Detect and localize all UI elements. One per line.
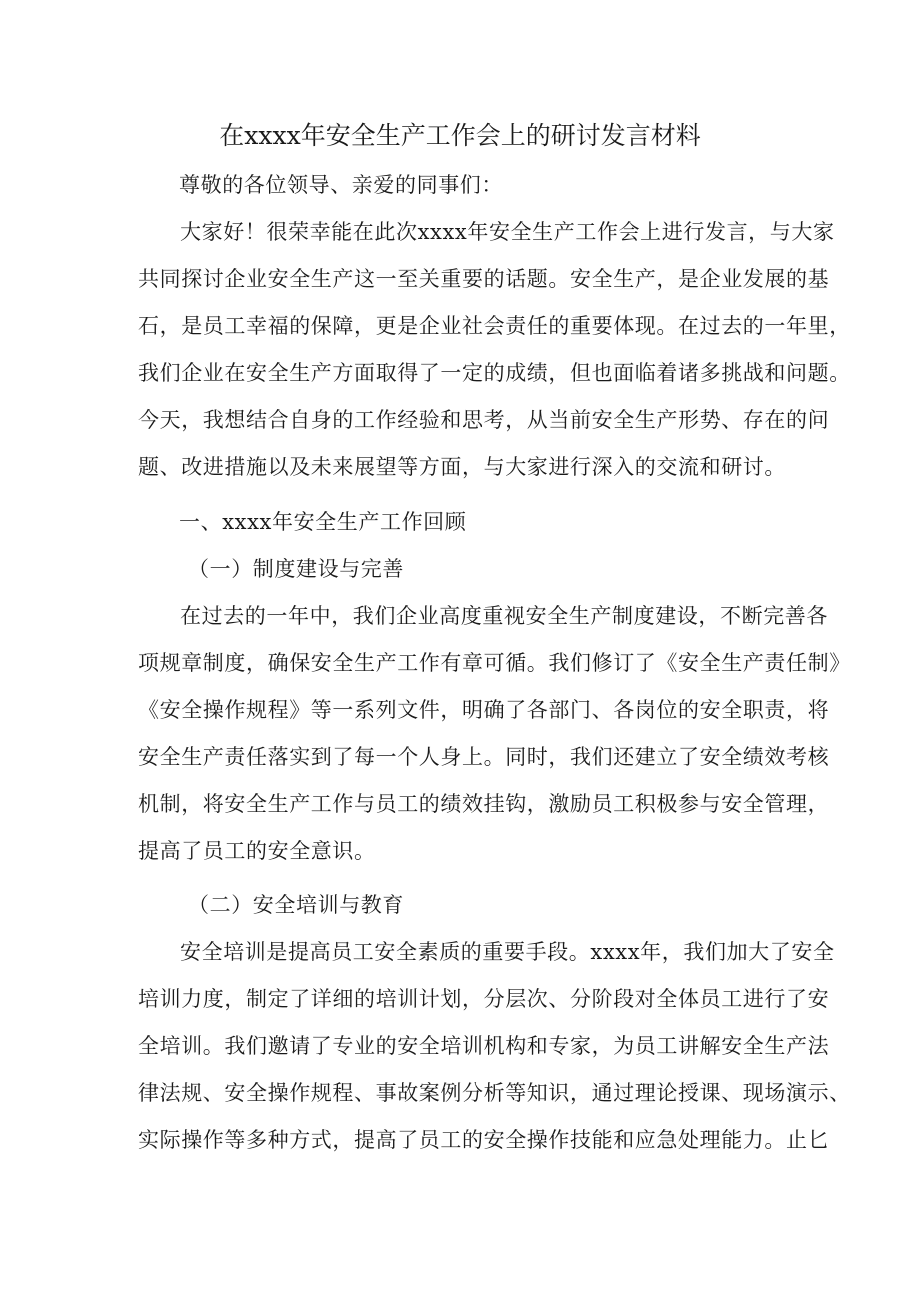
intro-line: 我们企业在安全生产方面取得了一定的成绩，但也面临着诸多挑战和问题。 [138, 361, 851, 385]
greeting: 尊敬的各位领导、亲爱的同事们： [179, 173, 503, 197]
paragraph-line: 在过去的一年中，我们企业高度重视安全生产制度建设，不断完善各 [180, 604, 828, 628]
intro-line: 石，是员工幸福的保障，更是企业社会责任的重要体现。在过去的一年里， [138, 314, 851, 338]
paragraph-line: 项规章制度，确保安全生产工作有章可循。我们修订了《安全生产责任制》 [138, 651, 851, 675]
intro-line: 题、改进措施以及未来展望等方面，与大家进行深入的交流和研讨。 [138, 455, 786, 479]
paragraph-line: 培训力度，制定了详细的培训计划，分层次、分阶段对全体员工进行了安 [138, 987, 830, 1011]
subsection-heading: （一）制度建设与完善 [188, 557, 404, 581]
paragraph-line: 安全培训是提高员工安全素质的重要手段。xxxx年，我们加大了安全 [180, 940, 835, 964]
intro-line: 今天，我想结合自身的工作经验和思考，从当前安全生产形势、存在的问 [138, 408, 830, 432]
paragraph-line: 提高了员工的安全意识。 [138, 839, 376, 863]
paragraph-line: 全培训。我们邀请了专业的安全培训机构和专家，为员工讲解安全生产法 [138, 1034, 830, 1058]
paragraph-line: 《安全操作规程》等一系列文件，明确了各部门、各岗位的安全职责，将 [138, 698, 830, 722]
section-heading: 一、xxxx年安全生产工作回顾 [179, 510, 467, 534]
paragraph-line: 安全生产责任落实到了每一个人身上。同时，我们还建立了安全绩效考核 [138, 745, 830, 769]
paragraph-line: 机制，将安全生产工作与员工的绩效挂钩，激励员工积极参与安全管理， [138, 792, 830, 816]
intro-line: 大家好！很荣幸能在此次xxxx年安全生产工作会上进行发言，与大家 [180, 220, 835, 244]
subsection-heading: （二）安全培训与教育 [188, 893, 404, 917]
paragraph-line: 律法规、安全操作规程、事故案例分析等知识，通过理论授课、现场演示、 [138, 1081, 851, 1105]
intro-line: 共同探讨企业安全生产这一至关重要的话题。安全生产，是企业发展的基 [138, 267, 830, 291]
paragraph-line: 实际操作等多种方式，提高了员工的安全操作技能和应急处理能力。止匕 [138, 1128, 830, 1152]
document-title: 在xxxx年安全生产工作会上的研讨发言材料 [219, 121, 701, 150]
